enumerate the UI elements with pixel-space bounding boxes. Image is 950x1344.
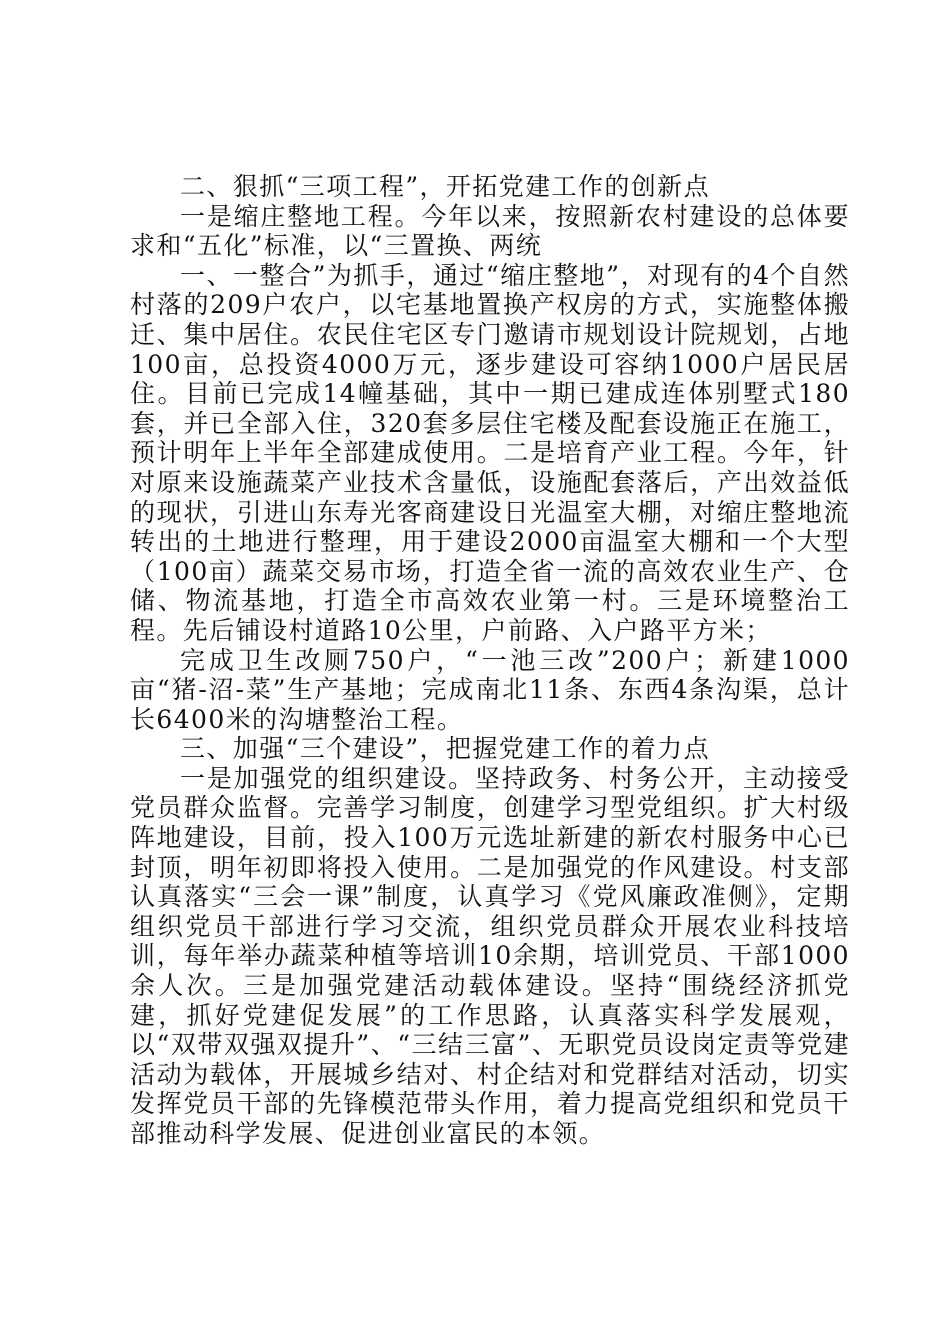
- section-heading-3: 三、加强“三个建设”，把握党建工作的着力点: [180, 734, 710, 764]
- paragraph-projects-detail: 一、一整合”为抓手，通过“缩庄整地”，对现有的4个自然村落的209户农户，以宅基地置换产权房的方式，实施整体搬迁、集中居住。农民住宅区专门邀请市规划设计院规划，占地100亩，总投资4000万元，逐步建设可容纳1000户居民居住。目前已完成14幢基础，其中一期已建成连体别墅式180套，并已全部入住，320套多层住宅楼及配套设施正在施工，预计明年上半年全部建成使用。二是培育产业工程。今年，针对原来设施蔬菜产业技术含量低，设施配套落后，产出效益低的现状，引进山东寿光客商建设日光温室大棚，对缩庄整地流转出的土地进行整理，用于建设2000亩温室大棚和一个大型（100亩）蔬菜交易市场，打造全省一流的高效农业生产、仓储、物流基地，打造全市高效农业第一村。三是环境整治工程。先后铺设村道路10公里，户前路、入户路平方米；: [130, 260, 850, 645]
- section-heading-2: 二、狠抓“三项工程”，开拓党建工作的创新点: [180, 172, 710, 201]
- paragraph-sanitation: 完成卫生改厕750户，“一池三改”200户；新建1000亩“猪-沼-菜”生产基地；完成南北11条、东西4条沟渠，总计长6400米的沟塘整治工程。: [130, 645, 850, 734]
- paragraph-party-building: 一是加强党的组织建设。坚持政务、村务公开，主动接受党员群众监督。完善学习制度，创建学习型党组织。扩大村级阵地建设，目前，投入100万元选址新建的新农村服务中心已封顶，明年初即将投入使用。二是加强党的作风建设。村支部认真落实“三会一课”制度，认真学习《党风廉政准侧》，定期组织党员干部进行学习交流，组织党员群众开展农业科技培训，每年举办蔬菜种植等培训10余期，培训党员、干部1000余人次。三是加强党建活动载体建设。坚持“围绕经济抓党建，抓好党建促发展”的工作思路，认真落实科学发展观，以“双带双强双提升”、“三结三富”、无职党员设岗定责等党建活动为载体，开展城乡结对、村企结对和党群结对活动，切实发挥党员干部的先锋模范带头作用，着力提高党组织和党员干部推动科学发展、促进创业富民的本领。: [130, 763, 850, 1148]
- document-body: [130, 172, 850, 1149]
- paragraph-village-consolidation: 一是缩庄整地工程。今年以来，按照新农村建设的总体要求和“五化”标准，以“三置换、两统: [130, 201, 850, 261]
